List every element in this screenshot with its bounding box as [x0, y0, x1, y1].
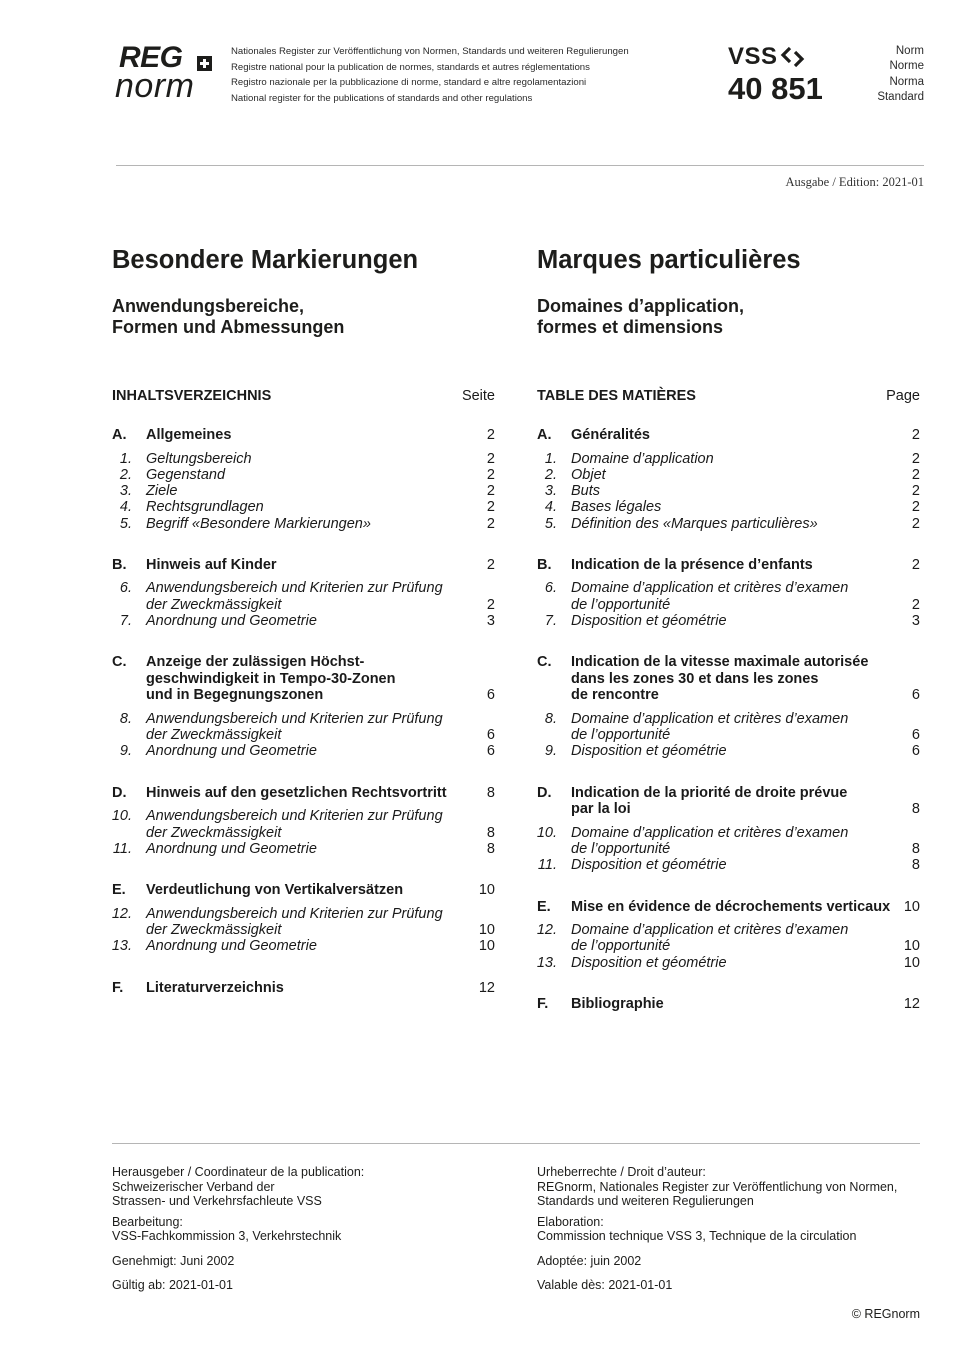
section-letter: E. — [112, 882, 126, 899]
item-title: Anordnung und Geometrie — [146, 938, 317, 955]
register-line-fr: Registre national pour la publication de normes, standards et autres réglementations — [231, 61, 590, 73]
copyright-info: Urheberrechte / Droit d’auteur: REGnorm, Nationales Register zur Veröffentlichung von Normen, Standards und weiteren Regulierungen — [537, 1165, 898, 1208]
toc-page-label-fr: Page — [886, 388, 920, 404]
section-title: Allgemeines — [146, 427, 232, 443]
logo-reg-text: REG — [119, 41, 183, 74]
item-page-number: 2 — [911, 450, 920, 467]
item-page-number: 2 — [486, 466, 495, 483]
toc-section — [112, 882, 495, 954]
toc-item — [112, 467, 495, 483]
item-page-number: 2 — [911, 466, 920, 483]
section-page-number: 6 — [911, 687, 920, 704]
item-title: Bases légales — [571, 499, 662, 516]
section-page-number: 10 — [478, 882, 495, 899]
doc-type-de: Norm — [895, 45, 924, 57]
section-letter: E. — [537, 898, 551, 915]
section-title: Literaturverzeichnis — [146, 979, 284, 996]
item-number: 6. — [544, 580, 557, 597]
item-page-number: 3 — [486, 613, 495, 630]
item-title: Begriff «Besondere Markierungen» — [146, 515, 371, 532]
vss-arrows-icon — [780, 44, 808, 70]
toc-section — [537, 557, 920, 629]
document-type — [877, 44, 924, 105]
toc-item — [537, 955, 920, 971]
toc-item — [112, 451, 495, 467]
section-page-number: 2 — [486, 556, 495, 573]
item-title: Objet — [571, 466, 606, 483]
section-letter: C. — [112, 654, 127, 671]
item-title: Disposition et géométrie — [571, 613, 727, 630]
toc-item — [537, 743, 920, 759]
toc-item — [112, 808, 495, 841]
item-title: Rechtsgrundlagen — [146, 499, 264, 516]
item-page-number: 10 — [903, 954, 920, 971]
toc-subitems — [112, 906, 495, 955]
item-title: Disposition et géométrie — [571, 954, 727, 971]
item-number: 6. — [119, 580, 132, 597]
item-number: 5. — [544, 515, 557, 532]
register-line-en: National register for the publications of standards and other regulations — [231, 92, 533, 104]
doc-type-it: Norma — [889, 75, 924, 88]
section-letter: B. — [112, 556, 127, 573]
item-page-number: 2 — [911, 596, 920, 613]
item-number: 9. — [119, 743, 132, 760]
item-title: Domaine d’application et critères d’examen de l’opportunité — [571, 824, 849, 858]
section-title: Verdeutlichung von Vertikalversätzen — [146, 882, 404, 899]
toc-label-fr: TABLE DES MATIÈRES — [537, 388, 696, 404]
item-page-number: 2 — [911, 499, 920, 516]
item-title: Geltungsbereich — [146, 450, 252, 467]
item-title: Domaine d’application — [571, 450, 714, 467]
item-page-number: 6 — [911, 727, 920, 744]
document-subtitle-fr: Domaines d’application, formes et dimensions — [537, 296, 745, 337]
item-page-number: 10 — [478, 938, 495, 955]
toc-section-heading — [537, 785, 920, 818]
item-title: Gegenstand — [146, 466, 226, 483]
item-number: 10. — [111, 808, 132, 825]
doc-type-en: Standard — [877, 90, 924, 103]
column-french — [536, 243, 922, 1013]
item-number: 2. — [544, 466, 557, 483]
toc-section-heading — [112, 882, 495, 899]
item-number: 4. — [544, 499, 557, 516]
toc-section — [112, 785, 495, 857]
item-number: 7. — [544, 613, 557, 630]
item-number: 13. — [111, 938, 132, 955]
norm-number: 40 851 — [728, 71, 823, 106]
item-title: Anwendungsbereich und Kriterien zur Prüfung der Zweckmässigkeit — [146, 710, 443, 744]
section-title: Anzeige der zulässigen Höchst- geschwindigkeit in Tempo-30-Zonen und in Begegnungszonen — [146, 654, 396, 704]
section-title: Hinweis auf Kinder — [146, 556, 277, 573]
section-page-number: 6 — [486, 687, 495, 704]
toc-item — [112, 516, 495, 532]
item-number: 8. — [544, 710, 557, 727]
header-divider — [116, 165, 924, 166]
item-title: Anordnung und Geometrie — [146, 840, 317, 857]
toc-subitems — [537, 825, 920, 874]
section-page-number: 8 — [486, 784, 495, 801]
register-line-it: Registro nazionale per la pubblicazione di norme, standard e altre regolamentazioni — [231, 77, 587, 88]
toc-section-heading — [537, 899, 920, 916]
section-page-number: 2 — [486, 427, 495, 443]
toc-item — [112, 499, 495, 515]
toc-item — [537, 516, 920, 532]
section-letter: A. — [537, 427, 552, 443]
section-page-number: 12 — [478, 979, 495, 996]
item-page-number: 2 — [486, 499, 495, 516]
toc-subitems — [112, 451, 495, 532]
item-title: Disposition et géométrie — [571, 743, 727, 760]
item-number: 3. — [544, 483, 557, 500]
valid-from-fr: Valable dès: 2021-01-01 — [537, 1278, 673, 1292]
item-number: 1. — [544, 450, 557, 467]
item-number: 5. — [119, 515, 132, 532]
toc-subitems — [112, 580, 495, 629]
toc-section-heading — [112, 427, 495, 444]
toc-item — [537, 613, 920, 629]
toc-section-heading — [537, 654, 920, 704]
toc-subitems — [112, 808, 495, 857]
section-letter: D. — [112, 784, 127, 801]
item-number: 7. — [119, 613, 132, 630]
editing-info-fr: Elaboration: Commission technique VSS 3, Technique de la circulation — [537, 1214, 857, 1243]
item-title: Anordnung und Geometrie — [146, 613, 317, 630]
item-page-number: 3 — [911, 613, 920, 630]
item-number: 12. — [111, 905, 132, 922]
item-page-number: 8 — [911, 857, 920, 874]
item-page-number: 10 — [903, 938, 920, 955]
item-number: 1. — [119, 450, 132, 467]
item-title: Anwendungsbereich und Kriterien zur Prüfung der Zweckmässigkeit — [146, 580, 443, 613]
section-title: Indication de la priorité de droite prévue par la loi — [571, 784, 848, 818]
item-title: Anwendungsbereich und Kriterien zur Prüfung der Zweckmässigkeit — [146, 905, 443, 938]
toc-section — [537, 654, 920, 759]
section-title: Indication de la vitesse maximale autorisée dans les zones 30 et dans les zones de rencontre — [571, 654, 869, 704]
approval-date-fr: Adoptée: juin 2002 — [537, 1253, 642, 1268]
item-page-number: 2 — [486, 450, 495, 467]
toc-item — [537, 451, 920, 467]
item-page-number: 2 — [486, 483, 495, 500]
toc-subitems — [112, 711, 495, 760]
toc-section-heading — [112, 785, 495, 802]
editing-info-de: Bearbeitung: VSS-Fachkommission 3, Verkehrstechnik — [112, 1214, 342, 1243]
toc-section — [537, 427, 920, 532]
section-letter: B. — [537, 556, 552, 573]
toc-item — [537, 580, 920, 613]
item-page-number: 8 — [911, 841, 920, 858]
toc-item — [537, 922, 920, 955]
item-number: 13. — [536, 954, 557, 971]
approval-date-de: Genehmigt: Juni 2002 — [112, 1253, 235, 1268]
footer-divider — [112, 1143, 920, 1144]
item-page-number: 6 — [911, 743, 920, 760]
section-title: Mise en évidence de décrochements verticaux — [571, 898, 891, 915]
toc-section — [112, 654, 495, 759]
regnorm-logo — [115, 42, 215, 104]
item-number: 3. — [119, 483, 132, 500]
toc-item — [112, 613, 495, 629]
section-title: Hinweis auf den gesetzlichen Rechtsvortritt — [146, 784, 447, 801]
table-of-contents-fr — [537, 427, 920, 1038]
toc-item — [112, 938, 495, 954]
item-title: Ziele — [146, 483, 178, 500]
toc-section — [537, 785, 920, 874]
toc-page-label-de: Seite — [461, 388, 495, 404]
toc-section-heading — [537, 996, 920, 1013]
toc-section — [112, 557, 495, 629]
section-page-number: 8 — [911, 801, 920, 818]
toc-item — [112, 841, 495, 857]
item-number: 12. — [536, 922, 557, 939]
section-page-number: 10 — [903, 898, 920, 915]
item-title: Domaine d’application et critères d’examen de l’opportunité — [571, 580, 849, 613]
item-number: 4. — [119, 499, 132, 516]
footer-french — [537, 1165, 897, 1293]
vss-logo-text: VSS — [728, 43, 778, 70]
toc-section — [537, 996, 920, 1013]
item-title: Domaine d’application et critères d’examen de l’opportunité — [571, 710, 849, 744]
toc-item — [537, 467, 920, 483]
section-title: Généralités — [571, 427, 650, 443]
section-letter: F. — [112, 979, 124, 996]
item-page-number: 2 — [911, 515, 920, 532]
copyright-notice: © REGnorm — [851, 1307, 920, 1321]
toc-subitems — [537, 580, 920, 629]
item-page-number: 2 — [911, 483, 920, 500]
section-title: Bibliographie — [571, 996, 664, 1013]
publisher-info: Herausgeber / Coordinateur de la publication: Schweizerischer Verband der Strassen- und Verkehrsfachleute VSS — [112, 1165, 365, 1208]
footer-german — [112, 1165, 364, 1293]
item-title: Définition des «Marques particulières» — [571, 515, 818, 532]
toc-header-de — [112, 387, 495, 405]
section-title: Indication de la présence d’enfants — [571, 556, 813, 573]
toc-label-de: INHALTSVERZEICHNIS — [112, 388, 272, 404]
toc-subitems — [537, 922, 920, 971]
toc-section-heading — [537, 557, 920, 574]
item-page-number: 2 — [486, 596, 495, 613]
document-subtitle-de: Anwendungsbereiche, Formen und Abmessungen — [112, 296, 345, 337]
toc-item — [537, 499, 920, 515]
toc-item — [537, 825, 920, 858]
toc-section-heading — [112, 980, 495, 997]
toc-item — [537, 857, 920, 873]
toc-section-heading — [112, 654, 495, 704]
section-page-number: 2 — [911, 427, 920, 443]
logo-norm-text: norm — [115, 67, 195, 105]
toc-item — [537, 711, 920, 744]
item-title: Anwendungsbereich und Kriterien zur Prüfung der Zweckmässigkeit — [146, 808, 443, 841]
item-title: Anordnung und Geometrie — [146, 743, 317, 760]
doc-type-fr: Norme — [889, 60, 924, 73]
toc-item — [112, 743, 495, 759]
item-title: Buts — [571, 483, 601, 500]
item-page-number: 2 — [486, 515, 495, 532]
column-german — [111, 243, 497, 996]
item-number: 9. — [544, 743, 557, 760]
toc-section — [112, 980, 495, 997]
item-page-number: 6 — [486, 727, 495, 744]
register-description — [231, 44, 629, 106]
section-letter: F. — [537, 996, 549, 1013]
item-page-number: 8 — [486, 824, 495, 841]
item-page-number: 8 — [486, 840, 495, 857]
valid-from-de: Gültig ab: 2021-01-01 — [112, 1278, 233, 1292]
toc-section-heading — [537, 427, 920, 444]
toc-subitems — [537, 451, 920, 532]
item-title: Domaine d’application et critères d’examen de l’opportunité — [571, 922, 849, 955]
section-letter: D. — [537, 784, 552, 801]
item-page-number: 6 — [486, 743, 495, 760]
toc-item — [112, 580, 495, 613]
document-title-de: Besondere Markierungen — [112, 246, 419, 274]
register-line-de: Nationales Register zur Veröffentlichung von Normen, Standards und weiteren Regulierungen — [231, 46, 629, 57]
item-number: 8. — [119, 710, 132, 727]
section-page-number: 2 — [911, 556, 920, 573]
toc-section-heading — [112, 557, 495, 574]
toc-section — [537, 899, 920, 971]
toc-item — [112, 711, 495, 744]
section-letter: A. — [112, 427, 127, 443]
section-page-number: 12 — [903, 996, 920, 1013]
toc-subitems — [537, 711, 920, 760]
toc-header-fr — [537, 387, 920, 405]
edition-label: Ausgabe / Edition: 2021-01 — [785, 175, 924, 189]
item-number: 10. — [536, 824, 557, 841]
item-number: 11. — [537, 857, 557, 874]
toc-item — [112, 483, 495, 499]
table-of-contents-de — [112, 427, 495, 1021]
section-letter: C. — [537, 654, 552, 671]
document-title-fr: Marques particulières — [537, 246, 801, 274]
toc-section — [112, 427, 495, 532]
toc-item — [537, 483, 920, 499]
swiss-cross-icon — [197, 56, 212, 71]
item-page-number: 10 — [478, 921, 495, 938]
toc-item — [112, 906, 495, 939]
item-number: 2. — [119, 466, 132, 483]
item-title: Disposition et géométrie — [571, 857, 727, 874]
item-number: 11. — [112, 840, 132, 857]
